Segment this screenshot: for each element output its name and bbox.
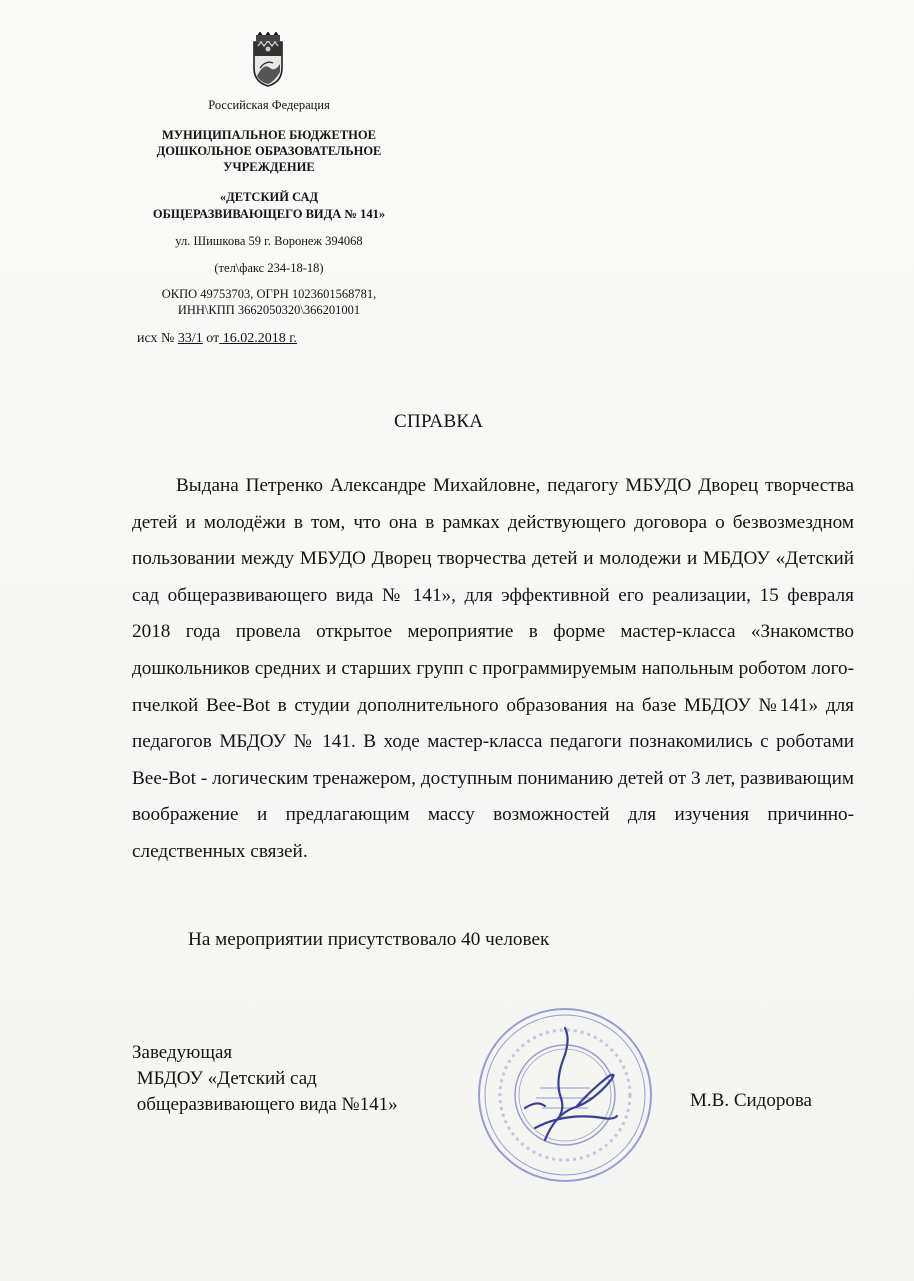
body-paragraph-attendance: На мероприятии присутствовало 40 человек [188, 929, 550, 950]
outgoing-number: 33/1 [177, 331, 203, 346]
signatory-position [132, 1040, 398, 1118]
codes-line: ОКПО 49753703, ОГРН 1023601568781, [161, 287, 377, 301]
letterhead-organization [130, 127, 408, 175]
name-line: «ДЕТСКИЙ САД [219, 190, 319, 204]
outgoing-reference [137, 331, 297, 347]
letterhead-address: ул. Шишкова 59 г. Воронеж 394068 [175, 234, 363, 248]
letterhead-institution-name [130, 189, 408, 223]
signer-name: М.В. Сидорова [690, 1090, 812, 1111]
letterhead-country: Российская Федерация [208, 98, 330, 112]
org-line: МУНИЦИПАЛЬНОЕ БЮДЖЕТНОЕ [162, 128, 376, 142]
letterhead-phone: (тел\факс 234-18-18) [214, 261, 324, 275]
codes-line: ИНН\КПП 3662050320\366201001 [177, 303, 361, 317]
body-paragraph-main: Выдана Петренко Александре Михайловне, педагогу МБУДО Дворец творчества детей и молодёжи в том, что она в рамках действующего договора о безвозмездном пользовании между МБУДО Дворец творчества детей и молодежи и МБДОУ «Детский сад общеразвивающего вида № 141», для эффективной его реализации, 15 февраля 2018 года провела открытое мероприятие в форме мастер-класса «Знакомство дошкольников средних и старших групп с программируемым напольным роботом лого-пчелкой Bee-Bot в студии дополнительного образования на базе МБДОУ №141» для педагогов МБДОУ № 141. В ходе мастер-класса педагоги познакомились с роботами Bee-Bot - логическим тренажером, доступным пониманию детей от 3 лет, развивающим воображение и предлагающим массу возможностей для изучения причинно-следственных связей. [132, 475, 854, 862]
position-line: общеразвивающего вида №141» [132, 1094, 398, 1115]
coat-of-arms-icon [246, 32, 290, 88]
letterhead-codes [130, 286, 408, 318]
name-line: ОБЩЕРАЗВИВАЮЩЕГО ВИДА № 141» [152, 207, 386, 221]
org-line: ДОШКОЛЬНОЕ ОБРАЗОВАТЕЛЬНОЕ [156, 144, 382, 158]
outgoing-date: 16.02.2018 г. [222, 331, 297, 346]
handwritten-signature [505, 1020, 625, 1150]
position-line: Заведующая [132, 1042, 233, 1063]
outgoing-prefix: исх № [137, 331, 175, 346]
org-line: УЧРЕЖДЕНИЕ [223, 160, 315, 174]
outgoing-date-prefix: от [206, 331, 220, 346]
position-line: МБДОУ «Детский сад [132, 1068, 317, 1089]
document-title: СПРАВКА [394, 411, 484, 432]
